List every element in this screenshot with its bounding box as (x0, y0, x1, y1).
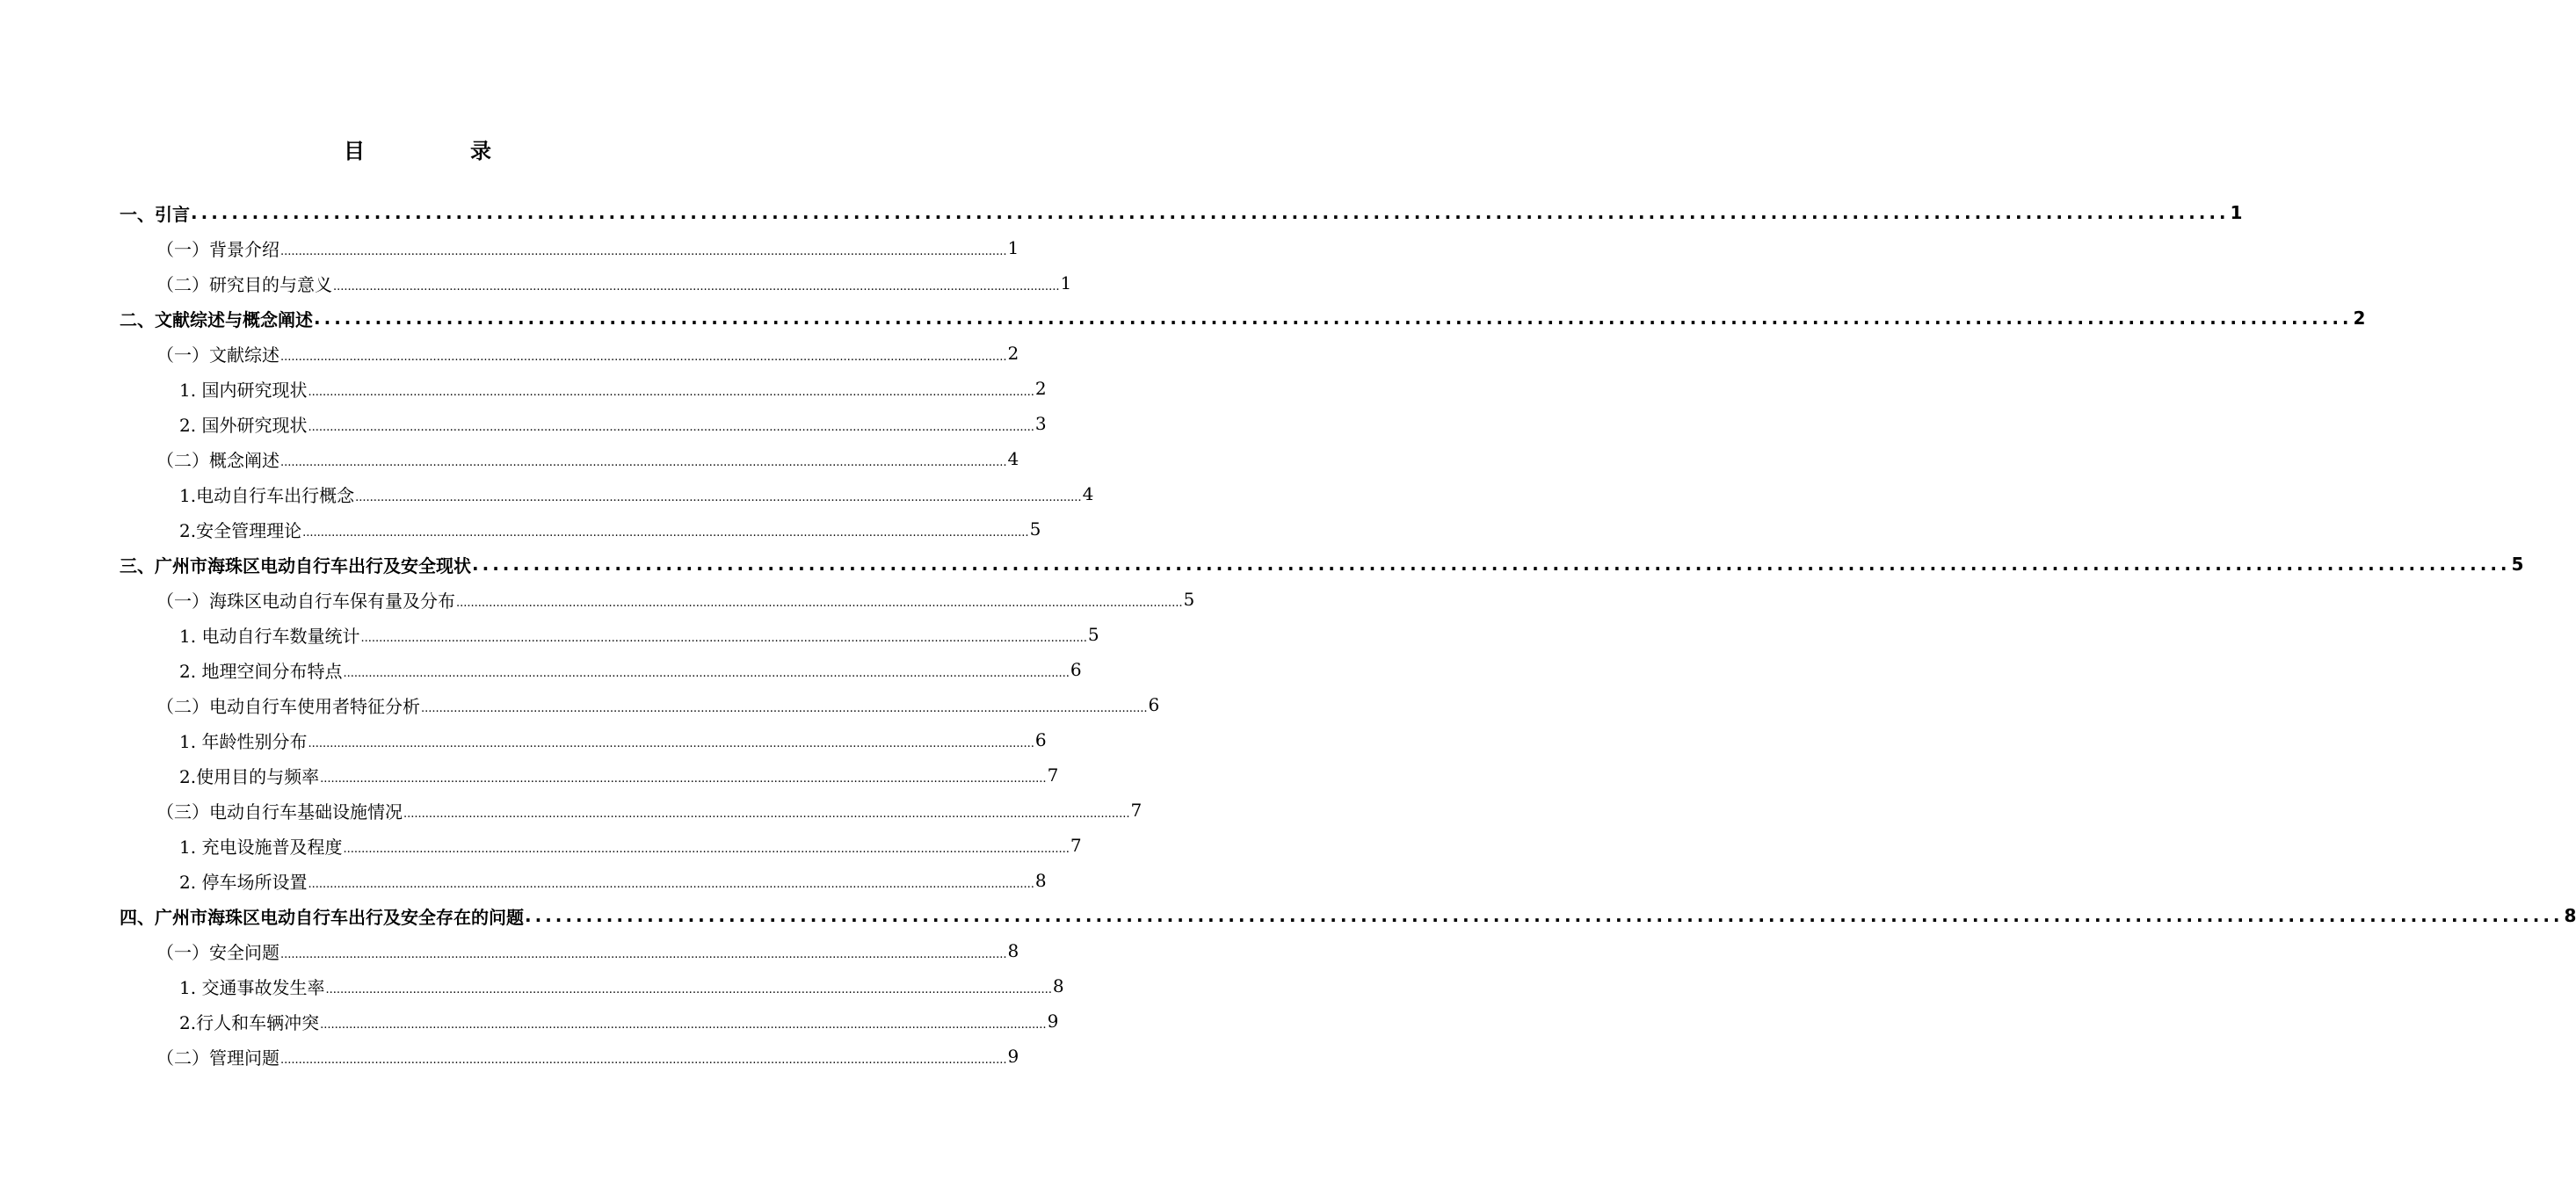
dot-leader: ........................................................................................................................................................................................................ (280, 350, 1007, 364)
toc-entry-usage[interactable] (0, 757, 1059, 793)
toc-entry-label: 2.行人和车辆冲突 (179, 1011, 320, 1033)
toc-entry-count-stats[interactable] (0, 617, 1099, 652)
toc-entry-page: 3 (1034, 413, 1047, 434)
toc-entry-page: 7 (1130, 800, 1143, 821)
toc-entry-label: 1. 电动自行车数量统计 (179, 625, 360, 647)
page-title: 目 录 (344, 139, 533, 163)
toc-entry-page: 6 (1148, 694, 1160, 715)
toc-entry-accident-rate[interactable] (0, 968, 1064, 1003)
dot-leader: ........................................................................................................................................................................................................ (325, 982, 1052, 996)
dot-leader: ........................................................................................................................................................................................................ (343, 842, 1070, 856)
toc-entry-page: 2 (2353, 308, 2366, 329)
toc-entry-label: 四、广州市海珠区电动自行车出行及安全存在的问题 (120, 906, 524, 928)
toc-entry-page: 1 (1007, 237, 1020, 258)
dot-leader: ........................................................................................................................................................................................................ (525, 905, 2564, 926)
toc-entry-page: 2 (1034, 378, 1047, 399)
toc-entry-label: 二、文献综述与概念阐述 (120, 308, 313, 330)
dot-leader: ........................................................................................................................................................................................................ (355, 490, 1082, 504)
toc-entry-concepts[interactable] (0, 441, 1020, 476)
toc-entry-safety-issues[interactable] (0, 933, 1020, 968)
toc-entry-label: 1.电动自行车出行概念 (179, 484, 355, 506)
dot-leader: ........................................................................................................................................................................................................ (421, 701, 1148, 715)
toc-entry-label: （三）电动自行车基础设施情况 (156, 801, 403, 822)
toc-entry-label: （一）文献综述 (156, 344, 279, 366)
toc-entry-label: （一）海珠区电动自行车保有量及分布 (156, 590, 455, 612)
toc-entry-label: 1. 交通事故发生率 (179, 976, 325, 998)
toc-entry-label: 一、引言 (120, 203, 190, 225)
dot-leader: ........................................................................................................................................................................................................ (333, 279, 1060, 293)
toc-entry-label: （二）概念阐述 (156, 449, 279, 471)
toc-entry-literature[interactable] (0, 301, 2366, 336)
toc-entry-page: 8 (1052, 975, 1064, 996)
table-of-contents (0, 195, 2576, 1074)
toc-entry-label: 2. 停车场所设置 (179, 871, 308, 893)
toc-entry-management-issues[interactable] (0, 1039, 1020, 1074)
toc-entry-label: （二）研究目的与意义 (156, 273, 332, 295)
dot-leader: ........................................................................................................................................................................................................ (472, 554, 2511, 575)
toc-entry-page: 6 (1034, 729, 1047, 750)
toc-entry-label: 2.使用目的与频率 (179, 765, 320, 787)
toc-entry-safety-theory[interactable] (0, 511, 1041, 547)
toc-entry-review[interactable] (0, 336, 1020, 371)
dot-leader: ........................................................................................................................................................................................................ (302, 525, 1029, 540)
dot-leader: ........................................................................................................................................................................................................ (320, 1018, 1047, 1032)
toc-entry-foreign[interactable] (0, 406, 1047, 441)
toc-entry-domestic[interactable] (0, 371, 1047, 406)
toc-entry-intro[interactable] (0, 195, 2243, 230)
toc-entry-user-traits[interactable] (0, 687, 1160, 722)
toc-entry-page: 8 (1007, 940, 1020, 961)
dot-leader: ........................................................................................................................................................................................................ (280, 244, 1007, 258)
toc-entry-page: 6 (1070, 659, 1082, 680)
toc-entry-page: 9 (1047, 1011, 1059, 1032)
dot-leader: ........................................................................................................................................................................................................ (314, 308, 2353, 329)
dot-leader: ........................................................................................................................................................................................................ (280, 947, 1007, 961)
toc-entry-spatial[interactable] (0, 652, 1082, 687)
toc-entry-conflict[interactable] (0, 1003, 1059, 1039)
dot-leader: ........................................................................................................................................................................................................ (280, 455, 1007, 469)
toc-entry-label: 2.安全管理理论 (179, 519, 302, 541)
toc-entry-purpose[interactable] (0, 265, 1072, 301)
toc-entry-page: 5 (1087, 624, 1099, 645)
dot-leader: ........................................................................................................................................................................................................ (343, 666, 1070, 680)
toc-entry-infrastructure[interactable] (0, 793, 1143, 828)
toc-entry-page: 8 (1034, 870, 1047, 891)
toc-entry-label: 1. 年龄性别分布 (179, 730, 308, 752)
toc-entry-label: （二）电动自行车使用者特征分析 (156, 695, 420, 717)
toc-entry-label: 1. 充电设施普及程度 (179, 836, 343, 858)
dot-leader: ........................................................................................................................................................................................................ (456, 596, 1183, 610)
toc-entry-parking[interactable] (0, 863, 1047, 898)
toc-entry-charging[interactable] (0, 828, 1082, 863)
dot-leader: ........................................................................................................................................................................................................ (308, 877, 1034, 891)
dot-leader: ........................................................................................................................................................................................................ (308, 385, 1034, 399)
toc-entry-ownership[interactable] (0, 582, 1195, 617)
toc-entry-label: （二）管理问题 (156, 1047, 279, 1069)
toc-entry-label: 1. 国内研究现状 (179, 379, 308, 401)
toc-entry-label: 2. 国外研究现状 (179, 414, 308, 436)
toc-entry-page: 5 (1183, 589, 1195, 610)
toc-entry-travel-concept[interactable] (0, 476, 1094, 511)
dot-leader: ........................................................................................................................................................................................................ (308, 420, 1034, 434)
toc-entry-page: 9 (1007, 1046, 1020, 1067)
toc-entry-label: 2. 地理空间分布特点 (179, 660, 343, 682)
toc-entry-page: 1 (1060, 272, 1072, 293)
toc-entry-background[interactable] (0, 230, 1020, 265)
toc-entry-label: （一）背景介绍 (156, 238, 279, 260)
dot-leader: ........................................................................................................................................................................................................ (360, 631, 1087, 645)
dot-leader: ........................................................................................................................................................................................................ (403, 807, 1130, 821)
toc-entry-page: 5 (2511, 554, 2524, 575)
toc-entry-page: 1 (2230, 202, 2243, 223)
dot-leader: ........................................................................................................................................................................................................ (320, 772, 1047, 786)
toc-entry-page: 8 (2564, 905, 2576, 926)
dot-leader: ........................................................................................................................................................................................................ (280, 1053, 1007, 1067)
toc-entry-page: 7 (1070, 835, 1082, 856)
toc-entry-page: 2 (1007, 343, 1020, 364)
toc-entry-page: 4 (1007, 448, 1020, 469)
dot-leader: ........................................................................................................................................................................................................ (308, 736, 1034, 750)
toc-entry-age-gender[interactable] (0, 722, 1047, 757)
dot-leader: ........................................................................................................................................................................................................ (191, 202, 2230, 223)
toc-entry-problems[interactable] (0, 898, 2576, 933)
toc-entry-label: 三、广州市海珠区电动自行车出行及安全现状 (120, 554, 471, 576)
toc-entry-current-status[interactable] (0, 547, 2524, 582)
toc-entry-page: 7 (1047, 764, 1059, 786)
toc-entry-page: 5 (1029, 518, 1041, 540)
toc-entry-label: （一）安全问题 (156, 941, 279, 963)
toc-entry-page: 4 (1082, 483, 1094, 504)
